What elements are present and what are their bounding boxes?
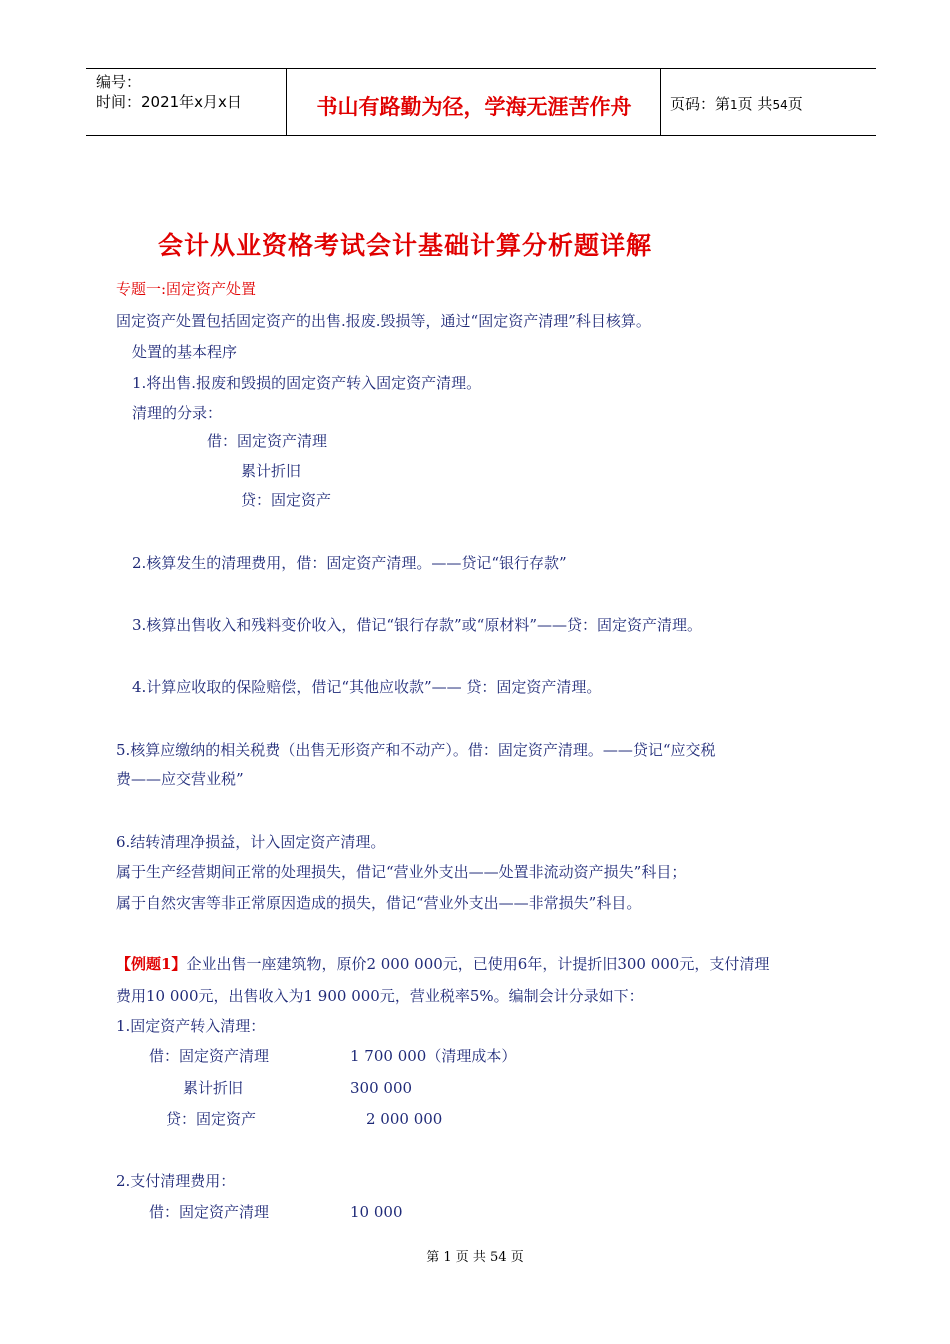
journal-amount: 300 000 (350, 1079, 413, 1097)
page-footer: 第 1 页 共 54 页 (426, 1250, 524, 1265)
time-label: 时间：2021年x月x日 (96, 93, 242, 111)
body-text: 固定资产处置包括固定资产的出售.报废.毁损等，通过“固定资产清理”科目核算。 (116, 312, 651, 330)
body-text: 1.固定资产转入清理： (116, 1017, 266, 1035)
journal-amount: 10 000 (350, 1203, 403, 1221)
page-prefix: 页码：第 (670, 95, 731, 113)
header-page-info (670, 93, 803, 114)
body-text: 4.计算应收取的保险赔偿，借记“其他应收款”—— 贷：固定资产清理。 (132, 678, 602, 696)
journal-entry: 贷：固定资产 (166, 1110, 257, 1128)
header-motto: 书山有路勤为径，学海无涯苦作舟 (316, 94, 632, 119)
journal-entry: 借：固定资产清理 (149, 1047, 270, 1065)
journal-amount: 2 000 000 (366, 1110, 443, 1128)
body-text: 属于自然灾害等非正常原因造成的损失，借记“营业外支出——非常损失”科目。 (116, 894, 642, 912)
section-heading: 专题一:固定资产处置 (116, 280, 257, 298)
page-suffix: 页 (787, 95, 803, 113)
page-mid: 页 共 (737, 95, 773, 113)
header-divider (660, 69, 661, 135)
journal-amount: 1 700 000（清理成本） (350, 1047, 517, 1065)
example-line (116, 954, 769, 974)
header-meta (96, 72, 242, 112)
journal-entry: 贷：固定资产 (241, 491, 332, 509)
journal-entry: 累计折旧 (183, 1079, 244, 1097)
journal-entry: 借：固定资产清理 (149, 1203, 270, 1221)
body-text: 1.将出售.报废和毁损的固定资产转入固定资产清理。 (132, 374, 482, 392)
body-text: 6.结转清理净损益，计入固定资产清理。 (116, 833, 386, 851)
body-text: 属于生产经营期间正常的处理损失，借记“营业外支出——处置非流动资产损失”科目； (116, 863, 687, 881)
document-title: 会计从业资格考试会计基础计算分析题详解 (158, 231, 653, 260)
page-header (86, 68, 876, 136)
body-text: 3.核算出售收入和残料变价收入，借记“银行存款”或“原材料”——贷：固定资产清理。 (132, 616, 702, 634)
body-text: 处置的基本程序 (132, 343, 238, 361)
body-text: 费——应交营业税” (116, 770, 244, 788)
serial-label: 编号： (96, 73, 142, 91)
body-text: 5.核算应缴纳的相关税费（出售无形资产和不动产）。借：固定资产清理。——贷记“应交税 (116, 741, 716, 759)
page-number: 1 (730, 98, 738, 112)
journal-entry: 借：固定资产清理 (207, 432, 328, 450)
body-text: 清理的分录： (132, 404, 223, 422)
body-text: 费用10 000元，出售收入为1 900 000元，营业税率5%。编制会计分录如下： (116, 987, 644, 1005)
example-label: 【例题1】 (116, 955, 187, 973)
header-divider (286, 69, 287, 135)
body-text: 2.支付清理费用： (116, 1172, 236, 1190)
example-text: 企业出售一座建筑物，原价2 000 000元，已使用6年，计提折旧300 000元，支付清理 (186, 955, 770, 973)
body-text: 2.核算发生的清理费用，借：固定资产清理。——贷记“银行存款” (132, 554, 567, 572)
page-total: 54 (772, 98, 788, 112)
journal-entry: 累计折旧 (241, 462, 302, 480)
